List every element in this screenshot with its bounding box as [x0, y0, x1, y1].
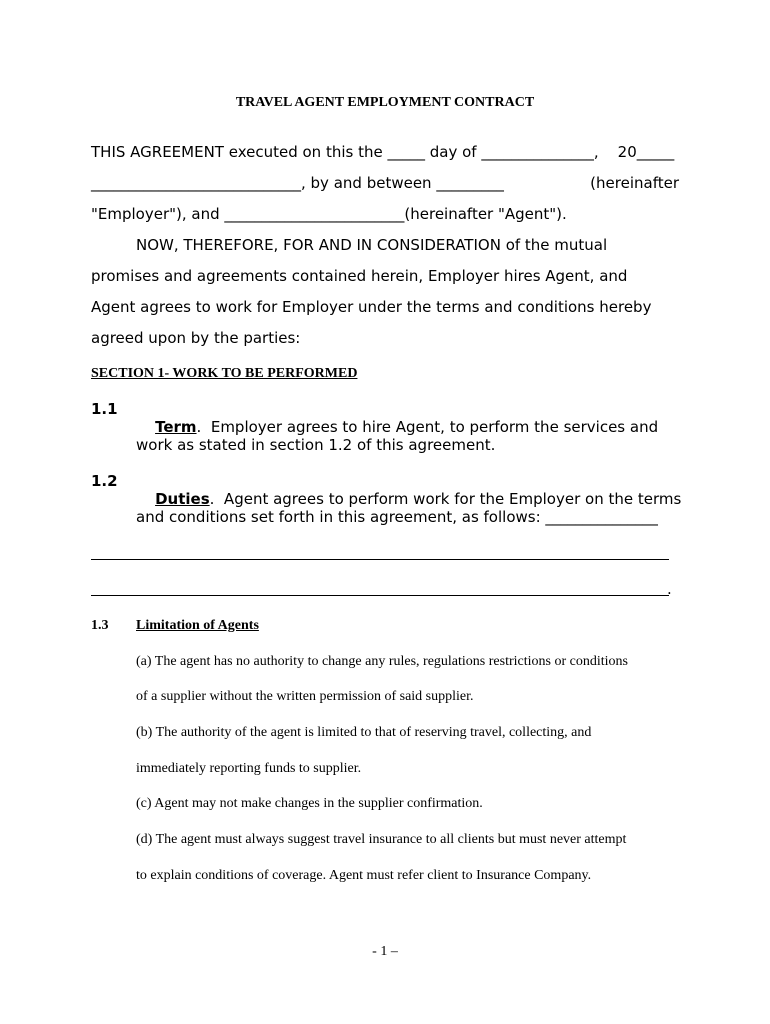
page-number: - 1 –: [372, 944, 398, 959]
clause-1-2-title: Duties: [155, 490, 210, 508]
limitation-line: (b) The authority of the agent is limited to that of reserving travel, collecting, and: [136, 725, 592, 740]
intro-para-line: promises and agreements contained herein, Employer hires Agent, and: [91, 267, 628, 285]
intro-line-2-left: ____________________________, by and between _________: [91, 174, 504, 192]
clause-1-2-text: . Agent agrees to perform work for the Employer on the terms: [209, 490, 682, 508]
intro-para-line: NOW, THEREFORE, FOR AND IN CONSIDERATION of the mutual: [136, 236, 608, 254]
intro-line-1: THIS AGREEMENT executed on this the _____ day of _______________, 20_____: [91, 143, 675, 161]
clause-1-1-title: Term: [155, 418, 197, 436]
intro-line-3: "Employer"), and ________________________(hereinafter "Agent").: [91, 205, 567, 223]
section-1-heading: SECTION 1- WORK TO BE PERFORMED: [91, 366, 358, 381]
clause-1-1-line-2: work as stated in section 1.2 of this agreement.: [136, 436, 496, 454]
clause-1-3-number: 1.3: [91, 618, 109, 633]
intro-para-line: agreed upon by the parties:: [91, 329, 301, 347]
limitation-line: to explain conditions of coverage. Agent must refer client to Insurance Company.: [136, 868, 592, 883]
blank-line: [91, 559, 669, 560]
blank-line-period: .: [667, 580, 672, 598]
clause-1-2-line-2: and conditions set forth in this agreement, as follows: _______________: [136, 508, 658, 526]
intro-line-2-right: (hereinafter: [590, 174, 679, 192]
clause-1-1-number: 1.1: [91, 400, 118, 418]
clause-1-1-text: . Employer agrees to hire Agent, to perform the services and: [196, 418, 659, 436]
blank-line: [91, 595, 669, 596]
limitation-line: (a) The agent has no authority to change any rules, regulations restrictions or conditions: [136, 654, 628, 669]
clause-1-3-title: Limitation of Agents: [136, 618, 259, 633]
limitation-line: (c) Agent may not make changes in the supplier confirmation.: [136, 796, 483, 811]
limitation-line: of a supplier without the written permission of said supplier.: [136, 689, 474, 704]
limitation-line: immediately reporting funds to supplier.: [136, 761, 362, 776]
clause-1-2-number: 1.2: [91, 472, 118, 490]
limitation-line: (d) The agent must always suggest travel insurance to all clients but must never attempt: [136, 832, 627, 847]
intro-para-line: Agent agrees to work for Employer under the terms and conditions hereby: [91, 298, 652, 316]
document-title: TRAVEL AGENT EMPLOYMENT CONTRACT: [235, 95, 535, 110]
